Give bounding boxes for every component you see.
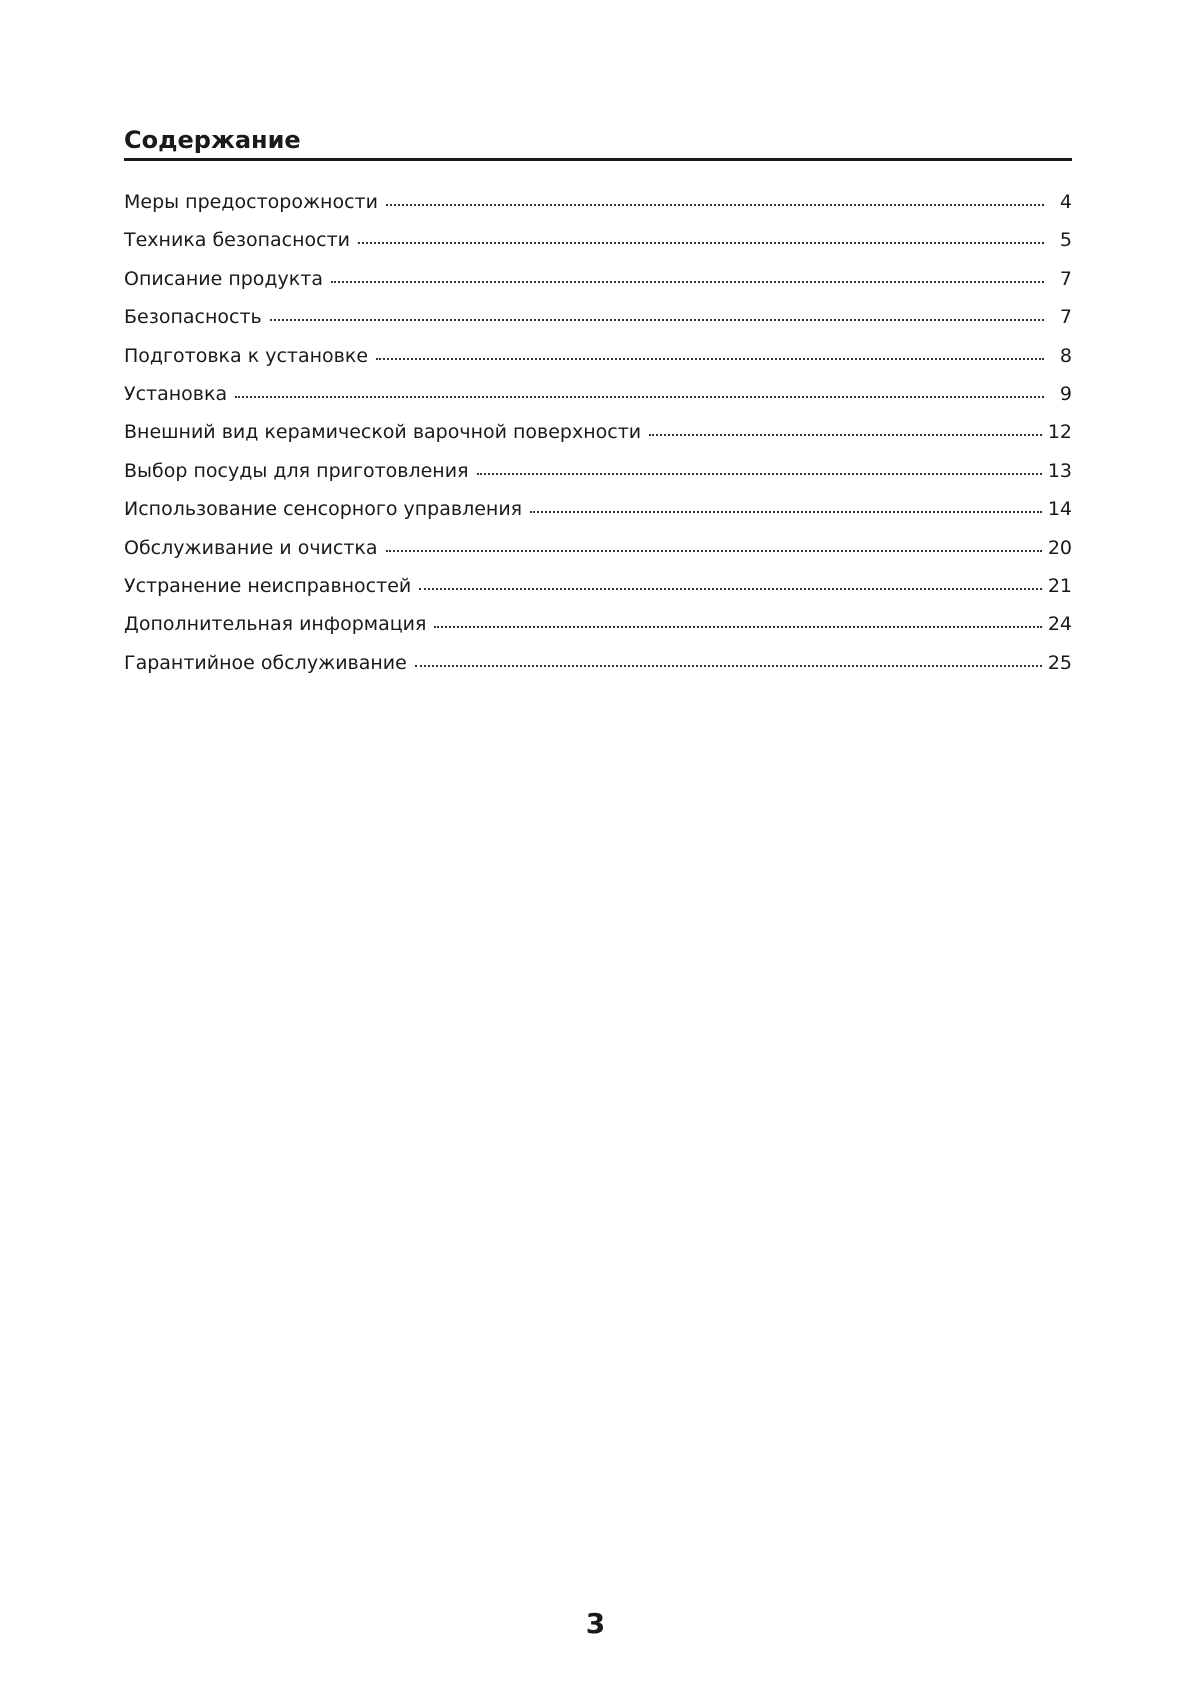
toc-dot-leader	[386, 534, 1042, 554]
toc-entry-label: Внешний вид керамической варочной поверхности	[124, 421, 642, 444]
toc-entry-page: 14	[1047, 498, 1072, 521]
toc-entry[interactable]	[124, 609, 1072, 647]
toc-entry-page: 4	[1059, 191, 1072, 213]
toc-entry-label: Подготовка к установке	[124, 344, 369, 367]
toc-dot-leader	[530, 495, 1042, 515]
toc-entry[interactable]	[124, 187, 1072, 225]
toc-entry[interactable]	[124, 341, 1072, 379]
toc-entry-label: Использование сенсорного управления	[124, 498, 523, 521]
toc-entry-label: Выбор посуды для приготовления	[124, 459, 469, 482]
toc-entry[interactable]	[124, 417, 1072, 455]
toc-dot-leader	[386, 188, 1044, 208]
toc-entry-page: 5	[1059, 229, 1072, 252]
toc-dot-leader	[434, 610, 1041, 630]
toc-entry-label: Дополнительная информация	[124, 613, 427, 636]
toc-dot-leader	[235, 380, 1044, 400]
toc-entry-page: 8	[1059, 344, 1072, 367]
toc-dot-leader	[649, 418, 1042, 438]
toc-entry[interactable]	[124, 379, 1072, 417]
title-divider	[124, 158, 1072, 161]
toc-dot-leader	[477, 457, 1042, 477]
toc-entry-page: 12	[1047, 421, 1072, 444]
toc-dot-leader	[270, 303, 1044, 323]
toc-entry-page: 21	[1047, 574, 1072, 597]
toc-entry[interactable]	[124, 494, 1072, 532]
toc-dot-leader	[331, 265, 1044, 285]
toc-entry-label: Безопасность	[124, 306, 262, 329]
toc-entry-page: 25	[1047, 651, 1072, 674]
toc-entry-page: 13	[1047, 459, 1072, 482]
toc-entry[interactable]	[124, 648, 1072, 686]
toc-dot-leader	[415, 649, 1042, 669]
toc-entry-label: Меры предосторожности	[124, 191, 378, 213]
toc-entry-label: Устранение неисправностей	[124, 574, 412, 597]
toc-entry-label: Описание продукта	[124, 267, 323, 290]
toc-entry-page: 7	[1059, 306, 1072, 329]
toc-entry-page: 24	[1047, 613, 1072, 636]
toc-dot-leader	[358, 226, 1044, 246]
toc-title: Содержание	[124, 126, 301, 154]
toc-entry[interactable]	[124, 225, 1072, 263]
toc-entry[interactable]	[124, 264, 1072, 302]
toc-entry-page: 7	[1059, 267, 1072, 290]
page-number: 3	[585, 1607, 606, 1640]
toc-dot-leader	[419, 572, 1042, 592]
toc-entry[interactable]	[124, 571, 1072, 609]
toc-list	[124, 187, 1072, 686]
toc-dot-leader	[376, 342, 1044, 362]
toc-entry-label: Техника безопасности	[124, 229, 351, 252]
toc-entry-page: 9	[1059, 382, 1072, 405]
toc-entry-label: Обслуживание и очистка	[124, 536, 378, 559]
toc-entry-label: Установка	[124, 382, 228, 405]
toc-entry-page: 20	[1047, 536, 1072, 559]
toc-entry[interactable]	[124, 533, 1072, 571]
toc-entry[interactable]	[124, 302, 1072, 340]
toc-entry-label: Гарантийное обслуживание	[124, 651, 407, 674]
toc-entry[interactable]	[124, 456, 1072, 494]
